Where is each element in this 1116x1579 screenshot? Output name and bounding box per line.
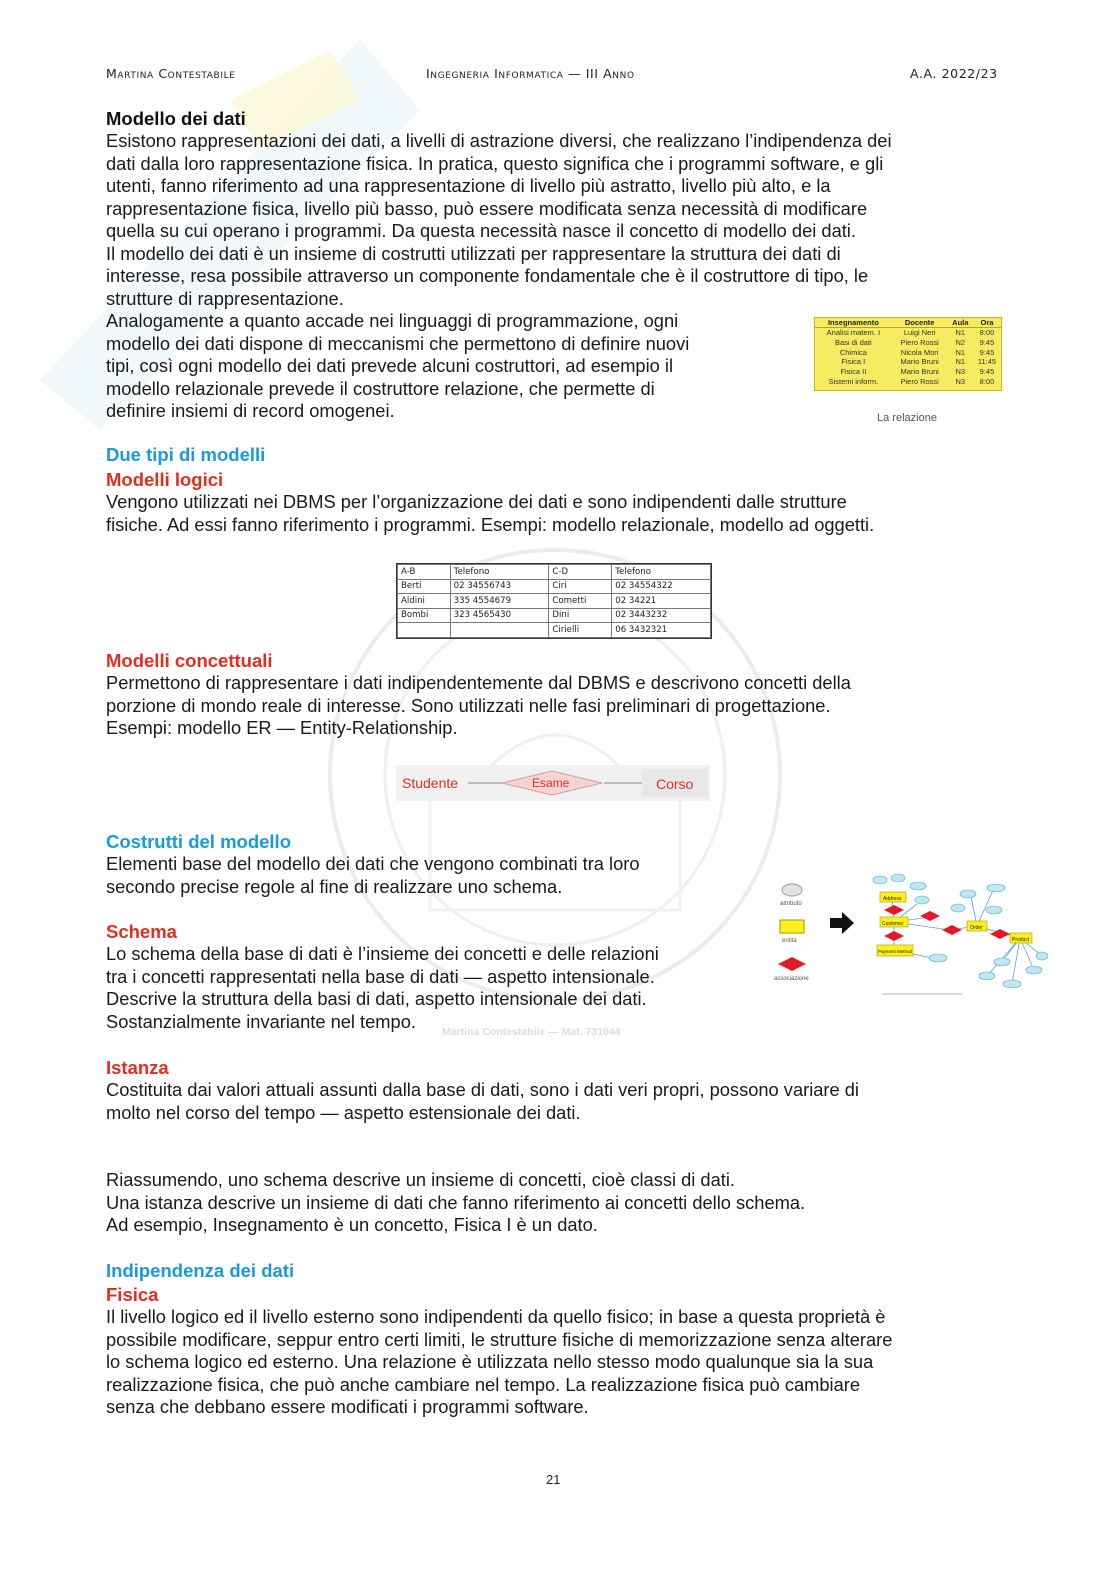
- table-cell: Aldini: [398, 594, 451, 609]
- header-course: Ingegneria Informatica — III Anno: [426, 66, 635, 81]
- relationship-label-esame: Esame: [532, 776, 570, 790]
- table-cell: 02 3443232: [612, 608, 711, 623]
- text-line: Il modello dei dati è un insieme di costrutti utilizzati per rappresentare la struttura dei dati di: [106, 242, 841, 264]
- paragraph-schema: [106, 943, 659, 1033]
- text-line: Lo schema della base di dati è l’insieme dei concetti e delle relazioni: [106, 943, 659, 964]
- table-header: A-B: [398, 565, 451, 580]
- text-line: modello relazionale prevede il costruttore relazione, che permette di: [106, 377, 655, 399]
- table-cell: Nicola Mori: [900, 347, 939, 357]
- text-line: quella su cui operano i programmi. Da questa necessità nasce il concetto di modello dei dati.: [106, 220, 856, 241]
- table-cell: [398, 623, 451, 638]
- er-diagram-small: [396, 765, 710, 801]
- text-line: Esempi: modello ER — Entity-Relationship.: [106, 717, 458, 738]
- entity-label-address: Address: [883, 896, 902, 902]
- author-watermark-text: Martina Contestabile — Mat. 731044: [442, 1026, 621, 1038]
- phone-table: [397, 564, 711, 638]
- association-diamond: [942, 925, 962, 935]
- association-diamond: [884, 931, 904, 941]
- attribute-ellipse: [915, 896, 929, 904]
- relazione-table-figure: [814, 317, 1002, 391]
- attribute-ellipse: [1003, 980, 1021, 988]
- attribute-ellipse: [979, 972, 995, 980]
- table-cell: Berti: [398, 579, 451, 594]
- subsection-title-istanza: Istanza: [106, 1057, 169, 1078]
- attribute-ellipse: [987, 884, 1005, 892]
- entity-label-corso: Corso: [656, 776, 694, 792]
- association-diamond: [920, 911, 940, 921]
- text-line: Costituita dai valori attuali assunti dalla base di dati, sono i dati veri propri, possono variare di: [106, 1079, 859, 1100]
- text-line: fisiche. Ad essi fanno riferimento i programmi. Esempi: modello relazionale, modello ad oggetti.: [106, 513, 875, 535]
- table-row: [398, 594, 711, 609]
- table-cell: 8:00: [979, 328, 995, 337]
- table-row: [815, 377, 1001, 387]
- arrow-right-icon: [830, 912, 854, 934]
- table-cell: Mario Bruni: [900, 367, 939, 377]
- subsection-title-schema: Schema: [106, 921, 177, 942]
- attribute-ellipse: [910, 882, 926, 890]
- table-cell: Ciri: [549, 579, 612, 594]
- table-cell: Cirielli: [549, 623, 612, 638]
- table-cell: Piero Rossi: [900, 337, 939, 347]
- entity-label-order: Order: [970, 925, 983, 931]
- table-cell: Basi di dati: [835, 337, 872, 347]
- table-cell: Sistemi inform.: [828, 376, 879, 386]
- table-row: [815, 367, 1001, 377]
- table-header: Telefono: [450, 565, 549, 580]
- table-header: Docente: [892, 318, 948, 328]
- table-cell: 9:45: [979, 347, 995, 357]
- table-row: [398, 608, 711, 623]
- table-header: Telefono: [612, 565, 711, 580]
- page-number: 21: [546, 1472, 561, 1487]
- table-cell: N2: [955, 337, 966, 347]
- text-line: modello dei dati dispone di meccanismi che permettono di definire nuovi: [106, 332, 690, 354]
- table-cell: 02 34556743: [450, 579, 549, 594]
- phone-table-figure: [396, 563, 712, 639]
- table-cell: Mario Bruni: [900, 357, 939, 367]
- text-line: possibile modificare, seppur entro certi limiti, le strutture fisiche di memorizzazione senza alterare: [106, 1328, 893, 1350]
- table-row: [815, 338, 1001, 348]
- text-line: Il livello logico ed il livello esterno sono indipendenti da quello fisico; in base a questa proprietà è: [106, 1306, 886, 1327]
- table-header: C-D: [549, 565, 612, 580]
- section-title-due-tipi: Due tipi di modelli: [106, 444, 266, 465]
- table-cell: Dini: [549, 608, 612, 623]
- attribute-ellipse: [951, 904, 965, 912]
- legend-label-entita: entità: [782, 938, 797, 944]
- table-row: [815, 328, 1001, 338]
- legend-association-diamond: [778, 957, 806, 971]
- table-cell: 9:45: [979, 337, 995, 347]
- table-cell: 335 4554679: [450, 594, 549, 609]
- entity-label-payment-method: Payment Method: [878, 949, 913, 954]
- table-cell: Chimica: [839, 347, 867, 357]
- table-cell: Piero Rossi: [900, 376, 939, 386]
- table-row: [398, 579, 711, 594]
- table-header: Ora: [973, 318, 1001, 328]
- text-line: secondo precise regole al fine di realizzare uno schema.: [106, 875, 563, 897]
- table-cell: 9:45: [979, 367, 995, 377]
- text-line: senza che debbano essere modificati i programmi software.: [106, 1396, 589, 1417]
- table-cell: 06 3432321: [612, 623, 711, 638]
- entity-label-studente: Studente: [402, 775, 459, 791]
- entity-label-product: Product: [1012, 937, 1030, 943]
- table-header: Aula: [948, 318, 973, 328]
- text-line: utenti, fanno riferimento ad una rappresentazione di livello più astratto, livello più alto, e la: [106, 175, 831, 196]
- table-cell: N3: [955, 376, 966, 386]
- table-cell: Luigi Neri: [903, 328, 936, 337]
- attribute-ellipse: [1036, 952, 1048, 960]
- text-line: definire insiemi di record omogenei.: [106, 400, 395, 421]
- table-cell: [450, 623, 549, 638]
- attribute-ellipse: [891, 874, 905, 882]
- text-line: tipi, così ogni modello dei dati prevede alcuni costruttori, ad esempio il: [106, 355, 674, 376]
- relazione-table: [815, 318, 1001, 387]
- paragraph-fisica: [106, 1306, 892, 1419]
- table-cell: Bombi: [398, 608, 451, 623]
- attribute-ellipse: [929, 954, 947, 962]
- subsection-title-modelli-logici: Modelli logici: [106, 469, 224, 490]
- attribute-ellipse: [994, 958, 1010, 966]
- table-row: [815, 348, 1001, 358]
- text-line: Una istanza descrive un insieme di dati che fanno riferimento ai concetti dello schema.: [106, 1191, 806, 1213]
- subsection-title-fisica: Fisica: [106, 1284, 159, 1305]
- legend-label-attributo: attributo: [780, 901, 802, 907]
- text-line: Elementi base del modello dei dati che vengono combinati tra loro: [106, 853, 640, 874]
- paragraph-modelli-logici: [106, 491, 874, 536]
- legend-label-associazione: associazione: [774, 976, 809, 982]
- table-cell: Fisica II: [840, 367, 867, 377]
- header-author: Martina Contestabile: [106, 66, 236, 81]
- attribute-ellipse: [873, 876, 887, 884]
- text-line: lo schema logico ed esterno. Una relazione è utilizzata nello stesso modo qualunque sia la sua: [106, 1351, 874, 1372]
- paragraph-costrutti: [106, 853, 640, 898]
- attribute-ellipse: [986, 906, 1002, 914]
- section-title-costrutti: Costrutti del modello: [106, 831, 291, 852]
- section-title-indipendenza: Indipendenza dei dati: [106, 1260, 295, 1281]
- table-cell: N3: [955, 367, 966, 377]
- table-cell: 323 4565430: [450, 608, 549, 623]
- table-cell: Cometti: [549, 594, 612, 609]
- text-line: realizzazione fisica, che può anche cambiare nel tempo. La realizzazione fisica può cambiare: [106, 1373, 861, 1395]
- legend-entity-box: [780, 920, 804, 933]
- text-line: porzione di mondo reale di interesse. Sono utilizzati nelle fasi preliminari di progettazione.: [106, 694, 831, 716]
- paragraph-istanza: [106, 1079, 859, 1124]
- text-line: Vengono utilizzati nei DBMS per l’organizzazione dei dati e sono indipendenti dalle strutture: [106, 491, 847, 512]
- text-line: Riassumendo, uno schema descrive un insieme di concetti, cioè classi di dati.: [106, 1169, 735, 1190]
- text-line: Ad esempio, Insegnamento è un concetto, Fisica I è un dato.: [106, 1214, 598, 1235]
- table-cell: 8:00: [979, 376, 995, 386]
- table-cell: N1: [955, 357, 966, 367]
- paragraph-modelli-concettuali: [106, 672, 851, 740]
- paragraph-modello-dei-dati: [106, 130, 892, 423]
- table-header: Insegnamento: [815, 318, 892, 328]
- text-line: Sostanzialmente invariante nel tempo.: [106, 1010, 416, 1032]
- table-row: [815, 357, 1001, 367]
- legend-attribute-ellipse: [782, 884, 802, 896]
- attribute-ellipse: [1026, 966, 1042, 974]
- text-line: interesse, resa possibile attraverso un componente fondamentale che è il costruttore di tipo, le: [106, 265, 869, 286]
- table-cell: N1: [955, 347, 966, 357]
- text-line: Descrive la struttura della basi di dati, aspetto intensionale dei dati.: [106, 988, 647, 1009]
- paragraph-riassumendo: [106, 1169, 805, 1237]
- table-row: [398, 565, 711, 580]
- relazione-caption: La relazione: [877, 412, 937, 424]
- entity-label-customer: Customer: [882, 921, 904, 927]
- text-line: dati dalla loro rappresentazione fisica. In pratica, questo significa che i programmi software, e gli: [106, 152, 884, 174]
- table-cell: N1: [955, 328, 966, 337]
- table-cell: 02 34554322: [612, 579, 711, 594]
- attribute-ellipse: [960, 890, 976, 898]
- text-line: tra i concetti rappresentati nella base di dati — aspetto intensionale.: [106, 965, 655, 987]
- subsection-title-modelli-concettuali: Modelli concettuali: [106, 650, 273, 671]
- text-line: rappresentazione fisica, livello più basso, può essere modificata senza necessità di modificare: [106, 197, 868, 219]
- text-line: Analogamente a quanto accade nei linguaggi di programmazione, ogni: [106, 310, 679, 331]
- association-diamond: [884, 905, 904, 915]
- section-title-modello-dei-dati: Modello dei dati: [106, 108, 246, 129]
- text-line: strutture di rappresentazione.: [106, 287, 344, 309]
- table-cell: 02 34221: [612, 594, 711, 609]
- header-year: A.A. 2022/23: [910, 66, 998, 81]
- table-cell: Analisi matem. I: [826, 328, 881, 337]
- text-line: Esistono rappresentazioni dei dati, a livelli di astrazione diversi, che realizzano l’indipendenza dei: [106, 130, 892, 151]
- table-row: [398, 623, 711, 638]
- text-line: molto nel corso del tempo — aspetto estensionale dei dati.: [106, 1101, 581, 1123]
- text-line: Permettono di rappresentare i dati indipendentemente dal DBMS e descrivono concetti della: [106, 672, 851, 693]
- er-schema-diagram: [772, 872, 1048, 1002]
- table-cell: Fisica I: [841, 357, 866, 367]
- table-cell: 11:45: [977, 357, 997, 367]
